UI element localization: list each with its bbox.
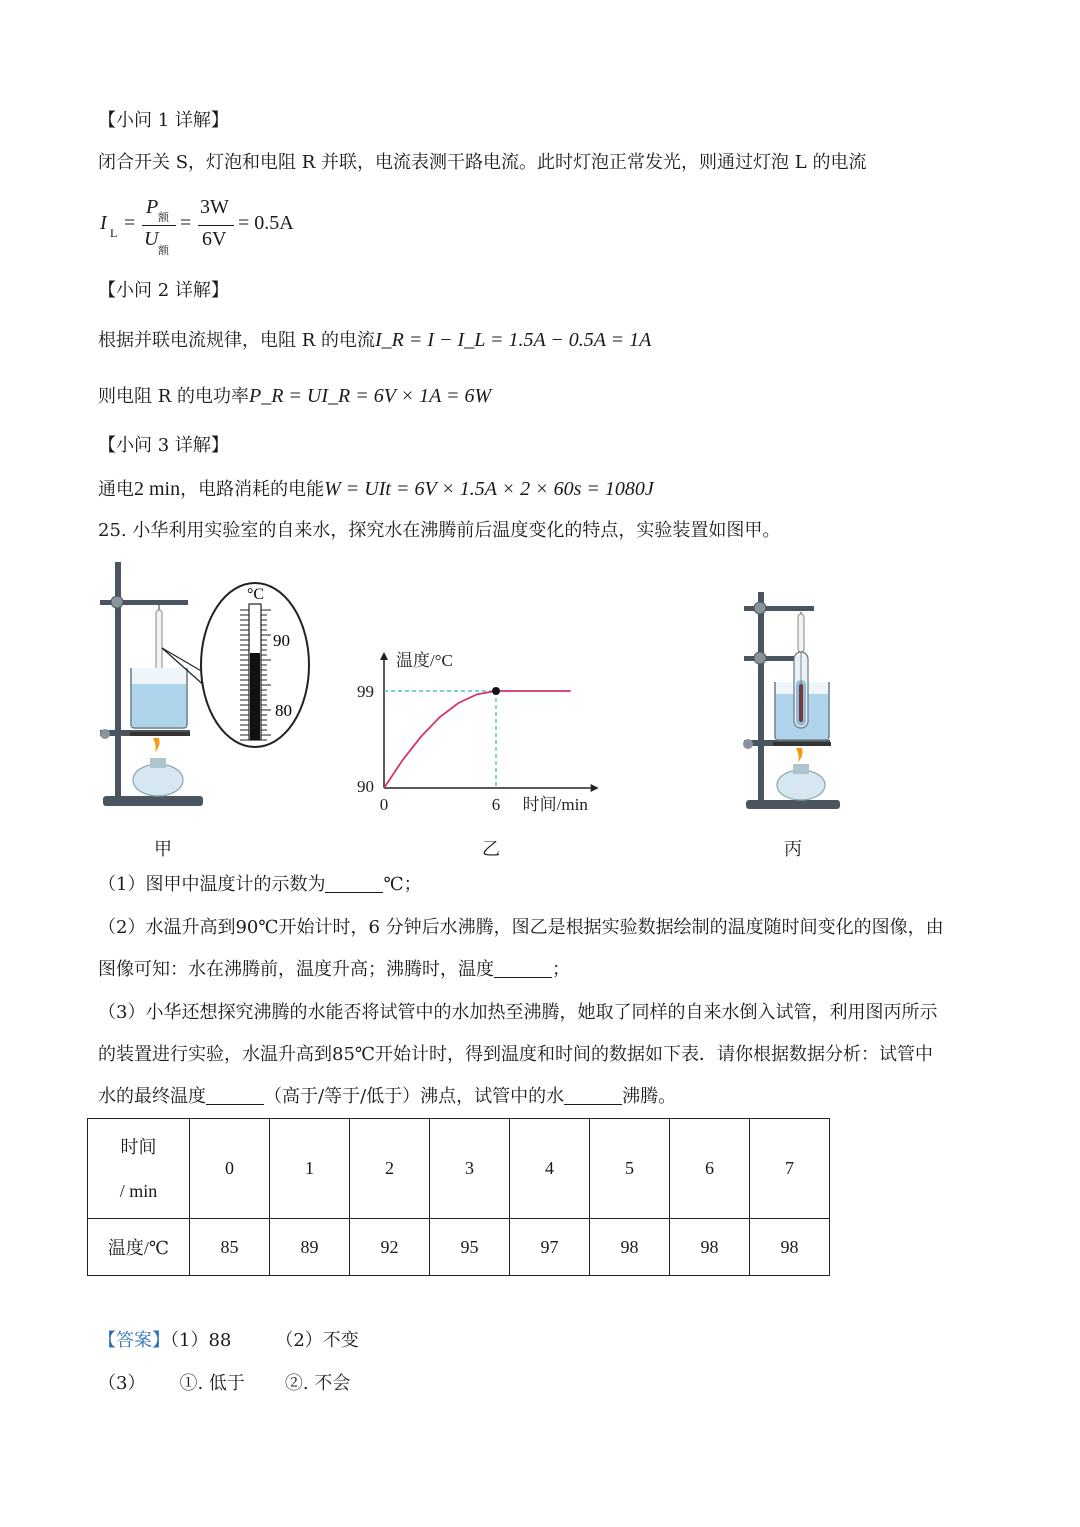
thermo-80-label: 80: [275, 701, 292, 720]
q1-formula: I L = P 额 U 额 = 3W 6V = 0.5A: [100, 196, 294, 257]
formula-den2: 6V: [202, 228, 227, 250]
answer-line1: [98, 1328, 359, 1354]
q3-line: [98, 476, 654, 503]
answer-line2: [98, 1371, 350, 1397]
sub2-text: 图像可知：水在沸腾前，温度升高；沸腾时，温度: [98, 959, 494, 980]
q3-formula: W = UIt = 6V × 1.5A × 2 × 60s = 1080J: [324, 478, 654, 500]
q3-prefix: 通电: [98, 479, 134, 500]
sub3-text-c: 沸腾。: [622, 1086, 677, 1107]
table-row-temp: [88, 1219, 830, 1276]
formula-lhs: I: [100, 212, 107, 234]
chart-series-line: [384, 691, 571, 788]
chart-x-arrow: [591, 784, 599, 792]
table-header-temp: 温度/℃: [88, 1219, 190, 1276]
chart-x-tick-label: 0: [379, 795, 389, 814]
answer-a3-2: ②. 不会: [284, 1373, 351, 1394]
chart-y-tick-label: 90: [357, 777, 374, 796]
q25-stem-line: [98, 518, 780, 544]
chart-x-tick-label: 6: [491, 795, 501, 814]
table-cell: 4: [510, 1119, 590, 1219]
stand-base-2: [746, 800, 840, 809]
answer-a2: （2）不变: [275, 1330, 359, 1351]
table-row-time: [88, 1119, 830, 1219]
formula-den: U: [144, 228, 159, 250]
figure-yi-chart: [350, 605, 660, 820]
table-cell: 95: [430, 1219, 510, 1276]
sub3-text-b: （高于/等于/低于）沸点，试管中的水: [264, 1086, 565, 1107]
data-table: [87, 1118, 830, 1276]
sub3-text-a: 水的最终温度: [98, 1086, 206, 1107]
table-cell: 2: [350, 1119, 430, 1219]
sub3-blank-2: [564, 1086, 622, 1105]
table-cell: 85: [190, 1219, 270, 1276]
q1-heading: 【小问 1 详解】: [98, 110, 229, 131]
answer-label: 【答案】: [98, 1330, 170, 1351]
table-cell: 7: [750, 1119, 830, 1219]
stand-rod-2: [758, 592, 764, 804]
q3-heading: 【小问 3 详解】: [98, 435, 229, 456]
figure-label-bing: 丙: [784, 839, 802, 860]
sub1-unit: ℃；: [383, 874, 422, 895]
q3-time: 2 min: [134, 478, 181, 500]
table-cell: 98: [670, 1219, 750, 1276]
sub3-line1: （3）小华还想探究沸腾的水能否将试管中的水加热至沸腾，她取了同样的自来水倒入试管，利用图丙所示: [98, 1002, 938, 1023]
q2-heading: 【小问 2 详解】: [98, 280, 229, 301]
table-cell: 6: [670, 1119, 750, 1219]
sub2-end: ；: [552, 959, 570, 980]
table-cell: 1: [270, 1119, 350, 1219]
q25-stem: 小华利用实验室的自来水，探究水在沸腾前后温度变化的特点，实验装置如图甲。: [132, 520, 781, 541]
figure-label-jia: 甲: [154, 839, 172, 860]
q3-mid: ，电路消耗的电能: [180, 479, 325, 500]
table-cell: 89: [270, 1219, 350, 1276]
thermometer-liquid-column: [250, 653, 260, 740]
q25-number: 25.: [98, 520, 127, 541]
figure-label-yi: 乙: [482, 839, 500, 860]
sub2-line2: [98, 957, 570, 983]
table-cell: 3: [430, 1119, 510, 1219]
formula-lhs-sub: L: [110, 226, 118, 240]
table-cell: 5: [590, 1119, 670, 1219]
sub2-blank: [494, 959, 552, 978]
table-header-time-line1: 时间: [120, 1136, 157, 1157]
table-cell: 92: [350, 1219, 430, 1276]
q2-text1: 根据并联电流规律，电阻 R 的电流: [98, 330, 375, 351]
answer-a3-prefix: （3）: [98, 1373, 146, 1394]
formula-num2: 3W: [200, 196, 229, 218]
table-header-time: [88, 1119, 190, 1219]
chart-y-tick-label: 99: [357, 682, 374, 701]
table-cell: 97: [510, 1219, 590, 1276]
sub1-blank: [325, 874, 383, 893]
chart-point-boiling: [492, 687, 500, 695]
sub1-text: （1）图甲中温度计的示数为: [98, 874, 326, 895]
figure-jia: [95, 560, 320, 810]
q2-formula1: I_R = I − I_L = 1.5A − 0.5A = 1A: [375, 329, 652, 351]
q2-line2: [98, 383, 491, 410]
formula-den-sub: 额: [158, 244, 169, 257]
q2-formula2: P_R = UI_R = 6V × 1A = 6W: [249, 385, 492, 407]
chart-x-axis-label: 时间/min: [522, 795, 588, 814]
answer-a3-1: ①. 低于: [179, 1373, 245, 1394]
formula-num: P: [146, 196, 159, 218]
q2-line1: [98, 327, 651, 354]
table-cell: 98: [750, 1219, 830, 1276]
table-cell: 0: [190, 1119, 270, 1219]
chart-y-arrow: [380, 652, 388, 660]
answer-a1: （1）88: [170, 1330, 232, 1351]
table-header-time-line2: / min: [119, 1180, 158, 1201]
q1-text: 闭合开关 S，灯泡和电阻 R 并联，电流表测干路电流。此时灯泡正常发光，则通过灯泡 L 的电流: [98, 152, 867, 173]
chart-y-axis-label: 温度/°C: [396, 651, 453, 671]
q2-text2: 则电阻 R 的电功率: [98, 386, 249, 407]
sub3-line2: 的装置进行实验，水温升高到85℃开始计时，得到温度和时间的数据如下表．请你根据数据分析：试管中: [98, 1044, 934, 1065]
sub1-line: [98, 872, 422, 898]
sub3-line3: [98, 1084, 676, 1110]
stand-base: [103, 796, 203, 806]
thermo-90-label: 90: [273, 631, 290, 650]
formula-num-sub: 额: [158, 211, 169, 224]
figure-bing: [738, 590, 848, 815]
thermo-unit-label: °C: [247, 586, 265, 603]
formula-result: = 0.5A: [238, 212, 294, 234]
table-cell: 98: [590, 1219, 670, 1276]
sub3-blank-1: [206, 1086, 264, 1105]
sub2-line1: （2）水温升高到90℃开始计时，6 分钟后水沸腾，图乙是根据实验数据绘制的温度随时间变化的图像，由: [98, 917, 944, 938]
